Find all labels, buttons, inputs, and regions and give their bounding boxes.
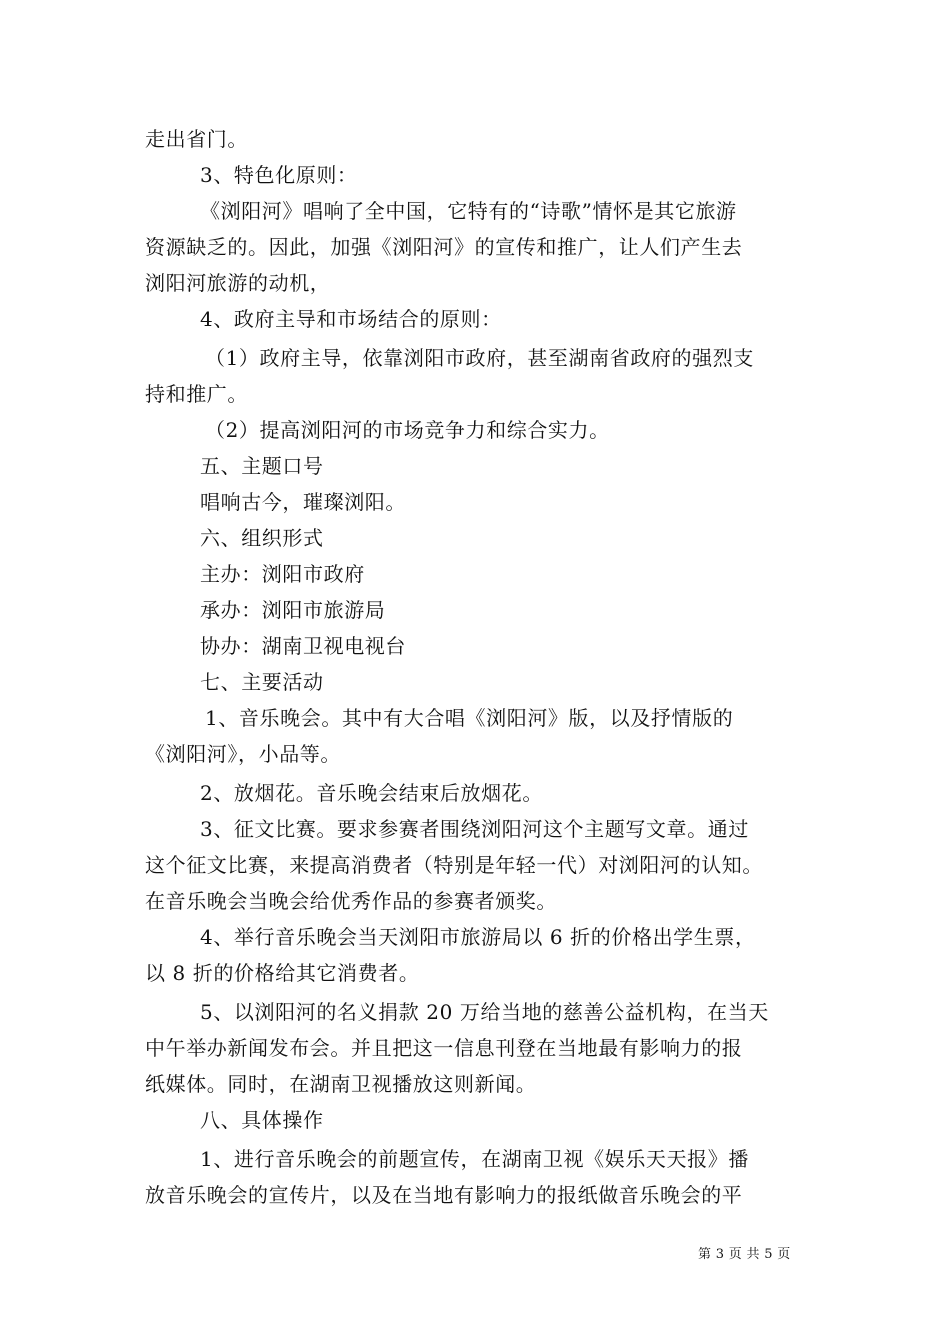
text-line: 1、进行音乐晚会的前题宣传，在湖南卫视《娱乐天天报》播: [200, 1147, 749, 1171]
text-line: 3、征文比赛。要求参赛者围绕浏阳河这个主题写文章。通过: [200, 817, 749, 841]
section-heading: 八、具体操作: [200, 1108, 324, 1132]
text-line: 主办：浏阳市政府: [200, 562, 365, 586]
page-number-footer: 第 3 页 共 5 页: [698, 1247, 791, 1262]
text-line: （2）提高浏阳河的市场竞争力和综合实力。: [205, 418, 610, 442]
text-line: 走出省门。: [145, 127, 248, 151]
text-line: 承办：浏阳市旅游局: [200, 598, 386, 622]
text-line: 这个征文比赛，来提高消费者（特别是年轻一代）对浏阳河的认知。: [145, 853, 763, 877]
text-line: 《浏阳河》，小品等。: [145, 742, 341, 766]
section-heading: 六、组织形式: [200, 526, 324, 550]
text-line: （1）政府主导，依靠浏阳市政府，甚至湖南省政府的强烈支: [205, 346, 754, 370]
text-line: 协办：湖南卫视电视台: [200, 634, 406, 658]
text-line: 5、以浏阳河的名义捐款 20 万给当地的慈善公益机构，在当天: [200, 1000, 769, 1024]
text-line: 4、举行音乐晚会当天浏阳市旅游局以 6 折的价格出学生票，: [200, 925, 756, 949]
text-line: 2、放烟花。音乐晚会结束后放烟花。: [200, 781, 543, 805]
text-line: 资源缺乏的。因此，加强《浏阳河》的宣传和推广，让人们产生去: [145, 235, 743, 259]
text-line: 唱响古今，璀璨浏阳。: [200, 490, 406, 514]
section-heading: 3、特色化原则：: [200, 163, 358, 187]
text-line: 在音乐晚会当晚会给优秀作品的参赛者颁奖。: [145, 889, 557, 913]
text-line: 浏阳河旅游的动机，: [145, 271, 331, 295]
text-line: 中午举办新闻发布会。并且把这一信息刊登在当地最有影响力的报: [145, 1036, 743, 1060]
text-line: 以 8 折的价格给其它消费者。: [145, 961, 420, 985]
section-heading: 五、主题口号: [200, 454, 324, 478]
section-heading: 七、主要活动: [200, 670, 324, 694]
text-line: 1、音乐晚会。其中有大合唱《浏阳河》版，以及抒情版的: [205, 706, 734, 730]
text-line: 放音乐晚会的宣传片，以及在当地有影响力的报纸做音乐晚会的平: [145, 1183, 743, 1207]
text-line: 持和推广。: [145, 382, 248, 406]
text-line: 《浏阳河》唱响了全中国，它特有的“诗歌”情怀是其它旅游: [200, 199, 737, 223]
section-heading: 4、政府主导和市场结合的原则：: [200, 307, 502, 331]
text-line: 纸媒体。同时，在湖南卫视播放这则新闻。: [145, 1072, 537, 1096]
